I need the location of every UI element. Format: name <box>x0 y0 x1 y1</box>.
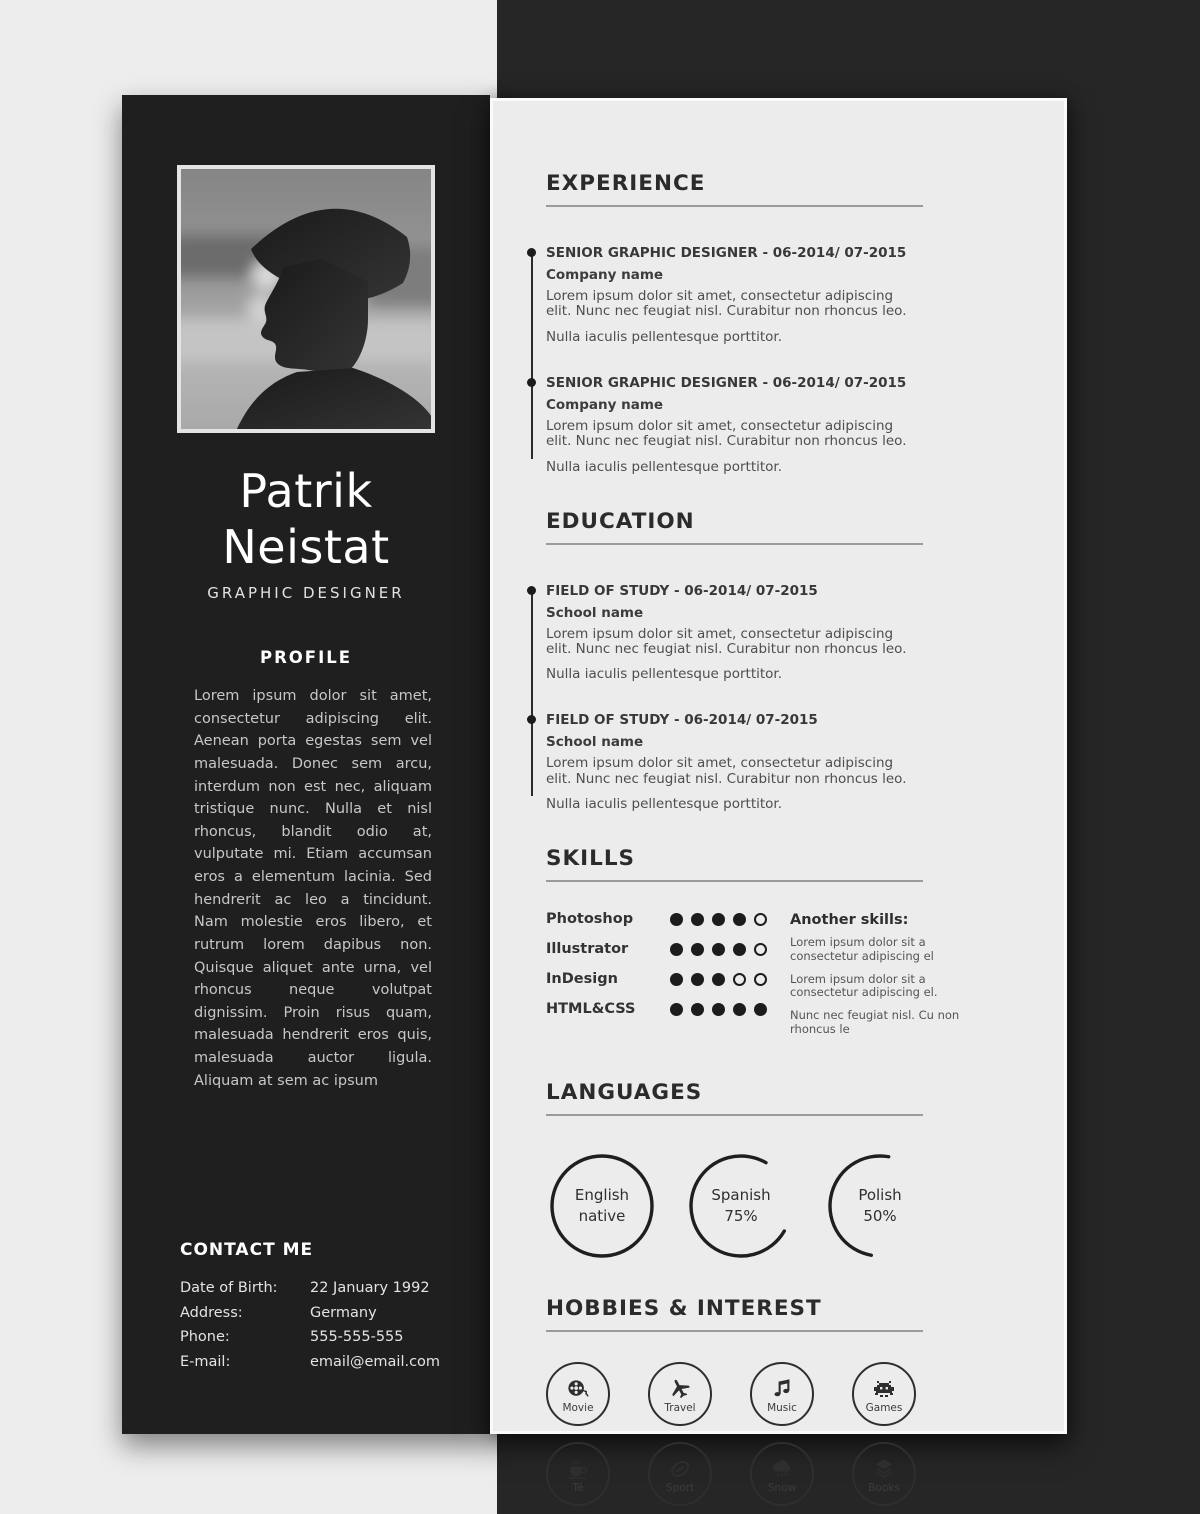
skill-row <box>546 912 790 926</box>
rating-dot-filled <box>670 913 683 926</box>
rating-dot-filled <box>712 913 725 926</box>
entry-body: Lorem ipsum dolor sit amet, consectetur adipiscing elit. Nunc nec feugiat nisl. Curabitur non rhoncus leo. <box>546 417 907 450</box>
travel-icon <box>668 1377 692 1401</box>
hobby-badge <box>648 1442 712 1506</box>
language-level: native <box>578 1206 626 1225</box>
hobbies-title: HOBBIES & INTEREST <box>546 1296 923 1332</box>
language-name: Polish <box>858 1185 902 1204</box>
hobby-badge <box>648 1362 712 1426</box>
contact-row <box>180 1350 464 1375</box>
person-role: GRAPHIC DESIGNER <box>207 584 405 603</box>
hobby-badge <box>750 1442 814 1506</box>
education-entries <box>546 583 1026 813</box>
language-level: 50% <box>863 1206 897 1225</box>
experience-entry <box>546 245 918 345</box>
language-gauge <box>824 1150 936 1262</box>
entry-title: FIELD OF STUDY - 06-2014/ 07-2015 <box>546 712 918 728</box>
contact-value: Germany <box>310 1304 377 1321</box>
entry-body: Lorem ipsum dolor sit amet, consectetur adipiscing elit. Nunc nec feugiat nisl. Curabitur non rhoncus leo. <box>546 755 907 787</box>
entry-subtitle: School name <box>546 734 644 751</box>
skill-name: Photoshop <box>546 911 634 927</box>
music-icon <box>770 1377 794 1401</box>
skill-row <box>546 1002 790 1016</box>
contact-row <box>180 1325 464 1350</box>
experience-entries <box>546 245 1026 475</box>
entry-subtitle: School name <box>546 604 644 621</box>
entry-body: Lorem ipsum dolor sit amet, consectetur adipiscing elit. Nunc nec feugiat nisl. Curabitur non rhoncus leo. <box>546 625 907 657</box>
languages-list <box>546 1150 1026 1262</box>
hobby-badge <box>546 1362 610 1426</box>
hobby-label: Music <box>767 1401 797 1414</box>
entry-title: FIELD OF STUDY - 06-2014/ 07-2015 <box>546 583 918 599</box>
another-skills-title: Another skills: <box>790 912 909 928</box>
entry-title: SENIOR GRAPHIC DESIGNER - 06-2014/ 07-2015 <box>546 375 918 391</box>
contact-label: Address: <box>180 1304 243 1321</box>
entry-body: Lorem ipsum dolor sit amet, consectetur adipiscing elit. Nunc nec feugiat nisl. Curabitur non rhoncus leo. <box>546 288 907 320</box>
education-section <box>546 509 1026 813</box>
hobby-label: Movie <box>562 1401 594 1414</box>
hobbies-list <box>546 1362 1026 1506</box>
rating-dot-filled <box>691 973 704 986</box>
skills-title: SKILLS <box>546 846 923 882</box>
another-skills-note: Lorem ipsum dolor sit a consectetur adipiscing el. <box>790 971 938 1000</box>
rating-dot-empty <box>733 973 746 986</box>
hobby-label: Snow <box>767 1481 797 1494</box>
person-name-line2: Neistat <box>222 520 390 575</box>
entry-note: Nulla iaculis pellentesque porttitor. <box>546 666 783 683</box>
rating-dot-empty <box>754 973 767 986</box>
entry-note: Nulla iaculis pellentesque porttitor. <box>546 796 783 812</box>
person-name <box>122 463 490 575</box>
skill-rating-dots <box>670 1003 767 1016</box>
experience-section <box>546 171 1026 475</box>
language-name: English <box>574 1185 630 1204</box>
hobby-badge <box>750 1362 814 1426</box>
person-name-line1: Patrik <box>239 464 373 518</box>
profile-text: Lorem ipsum dolor sit amet, consectetur adipiscing elit. Aenean porta egestas sem vel malesuada. Donec sem arcu, interdum non est nec, aliquam tristique nunc. Nulla et nisl rhoncus, blandit odio at, vulputate mi. Etiam accumsan eros a elementum lacinia. Sed hendrerit ac leo a tincidunt. Nam molestie eros libero, et rutrum lorem dapibus non. Quisque aliquet ante urna, vel rhoncus neque volutpat dignissim. Proin risus quam, malesuada hendrerit eros quis, malesuada auctor ligula. Aliquam at sem ac ipsum <box>194 688 432 1089</box>
skills-list <box>546 912 790 1046</box>
rating-dot-filled <box>670 973 683 986</box>
sport-icon <box>668 1457 692 1481</box>
profile-section-title: PROFILE <box>259 648 353 668</box>
rating-dot-filled <box>712 973 725 986</box>
experience-title: EXPERIENCE <box>546 171 923 207</box>
contact-row <box>180 1301 464 1326</box>
games-icon <box>872 1377 896 1401</box>
hobby-label: Games <box>865 1401 903 1414</box>
hobby-badge <box>852 1362 916 1426</box>
contact-label: E-mail: <box>180 1353 231 1370</box>
hobby-label: Books <box>868 1481 900 1494</box>
skill-rating-dots <box>670 943 767 956</box>
entry-note: Nulla iaculis pellentesque porttitor. <box>546 458 783 475</box>
snow-icon <box>770 1457 794 1481</box>
rating-dot-filled <box>670 943 683 956</box>
rating-dot-filled <box>691 913 704 926</box>
languages-title: LANGUAGES <box>546 1080 923 1116</box>
main-content <box>490 98 1067 1494</box>
skill-name: InDesign <box>546 971 618 987</box>
experience-entry <box>546 375 918 475</box>
rating-dot-filled <box>733 943 746 956</box>
language-gauge <box>546 1150 658 1262</box>
contact-value: 22 January 1992 <box>310 1280 430 1297</box>
language-level: 75% <box>724 1206 758 1225</box>
contact-section-title: CONTACT ME <box>180 1240 314 1261</box>
contact-section <box>180 1240 464 1374</box>
hobby-label: Travel <box>664 1401 696 1414</box>
profile-photo <box>177 165 435 433</box>
skill-rating-dots <box>670 913 767 926</box>
portrait-art <box>181 169 431 429</box>
skill-rating-dots <box>670 973 767 986</box>
contact-rows <box>180 1276 464 1374</box>
entry-subtitle: Company name <box>546 267 664 283</box>
contact-value: email@email.com <box>310 1353 441 1370</box>
skill-name: HTML&CSS <box>546 1001 636 1017</box>
skill-name: Illustrator <box>546 941 629 957</box>
entry-note: Nulla iaculis pellentesque porttitor. <box>546 328 783 345</box>
another-skills <box>790 912 978 1046</box>
rating-dot-filled <box>733 913 746 926</box>
hobby-badge <box>546 1442 610 1506</box>
contact-value: 555-555-555 <box>310 1329 404 1346</box>
entry-title: SENIOR GRAPHIC DESIGNER - 06-2014/ 07-2015 <box>546 245 918 261</box>
tea-icon <box>566 1457 590 1481</box>
hobby-label: Té <box>572 1481 584 1494</box>
rating-dot-empty <box>754 913 767 926</box>
rating-dot-filled <box>712 943 725 956</box>
language-gauge <box>685 1150 797 1262</box>
rating-dot-empty <box>754 943 767 956</box>
education-entry <box>546 583 918 683</box>
skill-row <box>546 942 790 956</box>
skills-section <box>546 846 1026 1046</box>
movie-icon <box>566 1377 590 1401</box>
books-icon <box>872 1457 896 1481</box>
rating-dot-filled <box>712 1003 725 1016</box>
hobbies-section <box>546 1296 1026 1506</box>
languages-section <box>546 1080 1026 1262</box>
hobby-label: Sport <box>665 1481 695 1494</box>
contact-label: Date of Birth: <box>180 1280 278 1297</box>
sidebar <box>122 95 490 1434</box>
contact-row <box>180 1276 464 1301</box>
education-title: EDUCATION <box>546 509 923 545</box>
skill-row <box>546 972 790 986</box>
contact-label: Phone: <box>180 1329 230 1346</box>
entry-subtitle: Company name <box>546 396 664 413</box>
rating-dot-filled <box>754 1003 767 1016</box>
another-skills-note: Nunc nec feugiat nisl. Cu non rhoncus le <box>790 1008 960 1036</box>
hobby-badge <box>852 1442 916 1506</box>
rating-dot-filled <box>691 943 704 956</box>
education-entry <box>546 712 918 812</box>
another-skills-note: Lorem ipsum dolor sit a consectetur adipiscing el <box>790 935 934 963</box>
rating-dot-filled <box>670 1003 683 1016</box>
language-name: Spanish <box>711 1185 771 1204</box>
rating-dot-filled <box>691 1003 704 1016</box>
rating-dot-filled <box>733 1003 746 1016</box>
